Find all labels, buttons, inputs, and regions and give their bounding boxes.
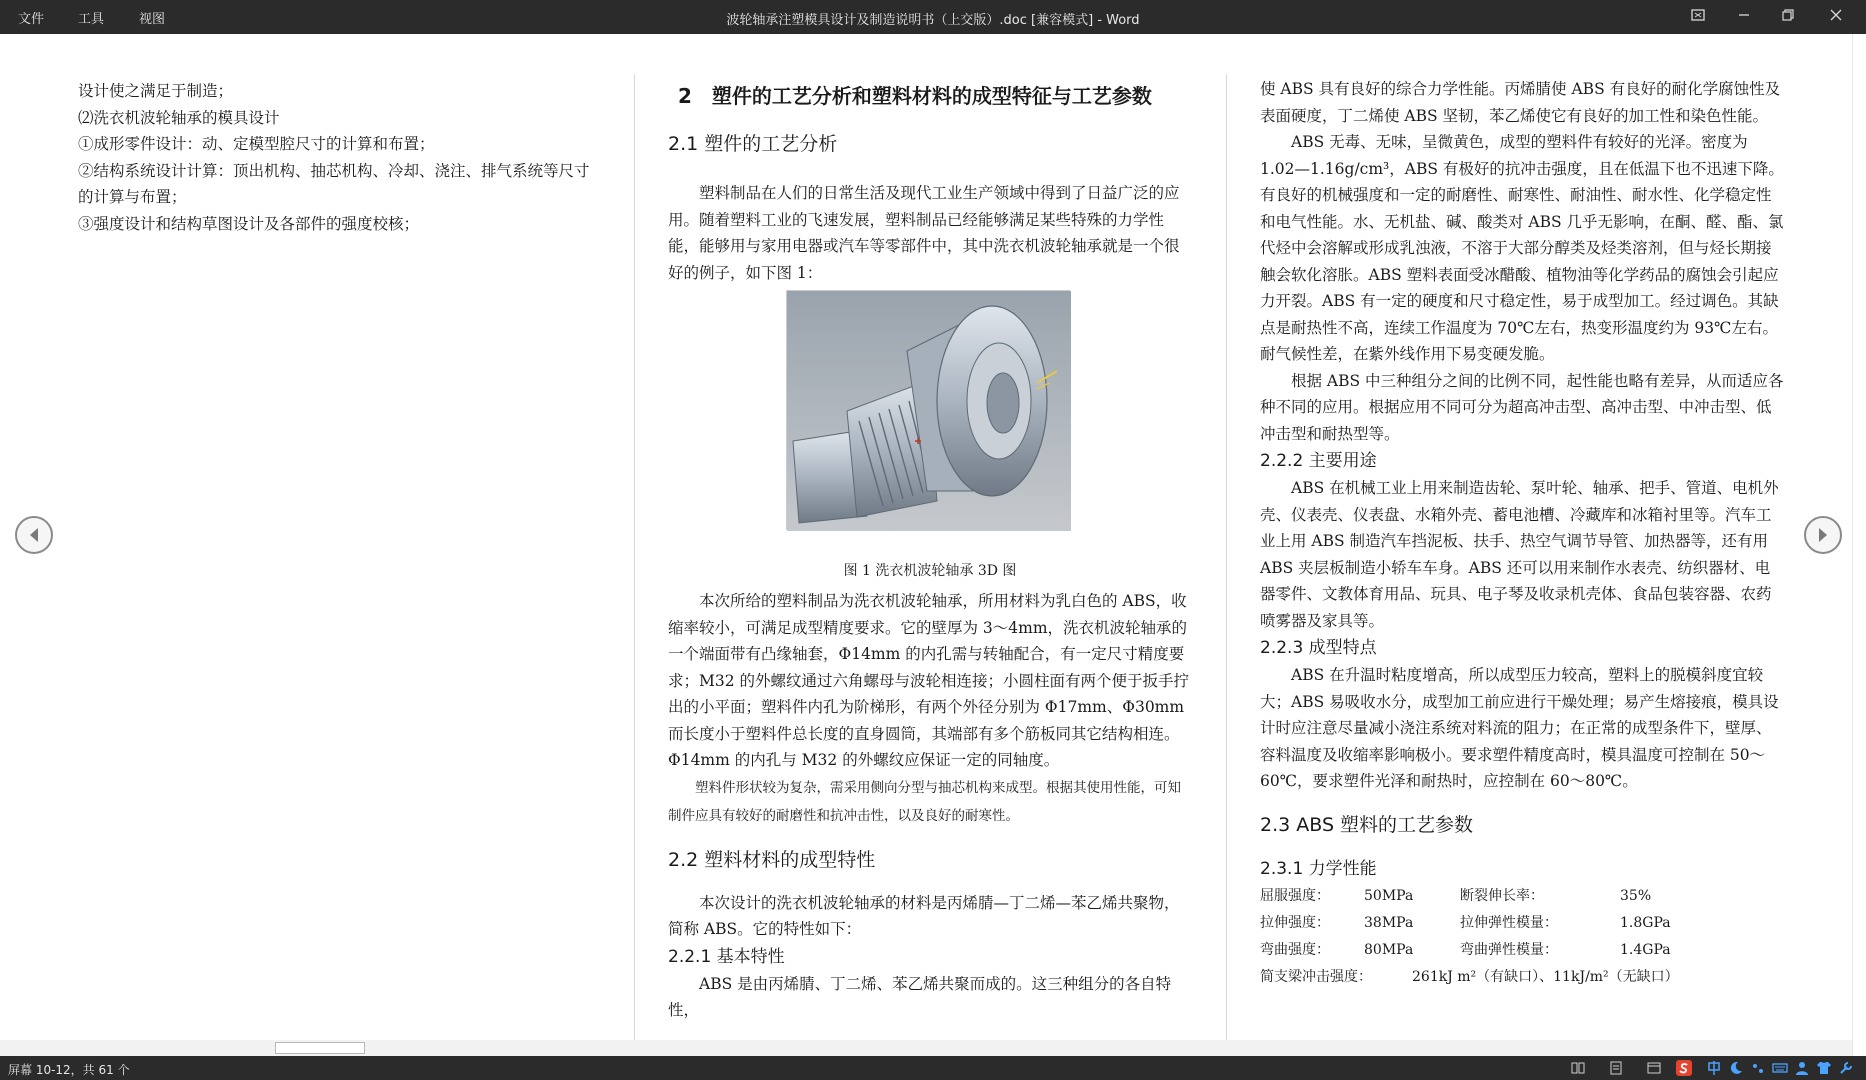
web-layout-icon[interactable] xyxy=(1646,1060,1662,1076)
fullscreen-icon xyxy=(1691,9,1705,21)
user-icon[interactable] xyxy=(1794,1060,1810,1076)
minimize-button[interactable] xyxy=(1728,4,1760,30)
subsection-heading: 2.2.2 主要用途 xyxy=(1260,451,1377,471)
restore-button[interactable] xyxy=(1772,4,1804,30)
wrench-icon[interactable] xyxy=(1838,1060,1854,1076)
paragraph: ABS 无毒、无味，呈微黄色，成型的塑料件有较好的光泽。密度为 1.02—1.16g/cm³，ABS 有极好的抗冲击强度，且在低温下也不迅速下降。有良好的机械强度和一定的耐磨性、耐寒性、耐油性、耐水性、化学稳定性和电气性能。水、无机盐、碱、酸类对 ABS 几乎无影响，在酮、醛、酯、氯代烃中会溶解或形成乳浊液，不溶于大部分醇类及烃类溶剂，但与烃长期接触会软化溶胀。ABS 塑料表面受冰醋酸、植物油等化学药品的腐蚀会引起应力开裂。ABS 有一定的硬度和尺寸稳定性，易于成型加工。经过调色。其缺点是耐热性不高，连续工作温度为 70℃左右，热变形温度约为 93℃左右。耐气候性差，在紫外线作用下易变硬发脆。 xyxy=(1260,133,1784,363)
property-value: 38MPa xyxy=(1364,914,1414,931)
right-page xyxy=(1260,76,1784,991)
moon-icon[interactable] xyxy=(1728,1060,1744,1076)
close-icon xyxy=(1830,9,1842,21)
section-heading: 2.2 塑料材料的成型特性 xyxy=(668,848,876,871)
shirt-icon[interactable] xyxy=(1816,1060,1832,1076)
close-button[interactable] xyxy=(1820,4,1852,30)
paragraph: ABS 是由丙烯腈、丁二烯、苯乙烯共聚而成的。这三种组分的各自特性， xyxy=(668,974,1172,1019)
property-label: 简支梁冲击强度： xyxy=(1260,968,1372,985)
property-value: 50MPa xyxy=(1364,887,1414,904)
text-line: 设计使之满足于制造； xyxy=(78,82,234,100)
chevron-right-icon xyxy=(1816,527,1830,543)
subsection-heading: 2.2.3 成型特点 xyxy=(1260,638,1377,658)
sogou-input-icon[interactable] xyxy=(1676,1060,1692,1076)
keyboard-icon[interactable] xyxy=(1772,1060,1788,1076)
status-bar xyxy=(0,1056,1866,1080)
previous-page-button[interactable] xyxy=(15,516,53,554)
next-page-button[interactable] xyxy=(1804,516,1842,554)
menu-view[interactable]: 视图 xyxy=(139,12,166,27)
property-label: 弯曲强度： xyxy=(1260,941,1330,958)
section-heading: 2.1 塑件的工艺分析 xyxy=(668,133,838,155)
paragraph: ABS 在升温时粘度增高，所以成型压力较高，塑料上的脱模斜度宜较大；ABS 易吸收水分，成型加工前应进行干燥处理；易产生熔接痕，模具设计时应注意尽量减小浇注系统对料流的阻力；在正常的成型条件下，壁厚、容料温度及收缩率影响极小。要求塑件精度高时，模具温度可控制在 50～60℃，要求塑件光泽和耐热时，应控制在 60～80℃。 xyxy=(1260,666,1779,790)
property-label: 弯曲弹性模量： xyxy=(1460,941,1558,958)
minimize-icon xyxy=(1738,9,1750,21)
menu-tools[interactable]: 工具 xyxy=(78,12,105,27)
paragraph: 使 ABS 具有良好的综合力学性能。丙烯腈使 ABS 有良好的耐化学腐蚀性及表面硬度，丁二烯使 ABS 坚韧，苯乙烯使它有良好的加工性和染色性能。 xyxy=(1260,80,1781,125)
paragraph: 本次所给的塑料制品为洗衣机波轮轴承，所用材料为乳白色的 ABS，收缩率较小，可满足成型精度要求。它的壁厚为 3～4mm，洗衣机波轮轴承的一个端面带有凸缘轴套，Φ14mm 的内孔需与转轴配合，有一定尺寸精度要求；M32 的外螺纹通过六角螺母与波轮相连接；小圆柱面有两个便于扳手拧出的小平面；塑料件内孔为阶梯形，有两个外径分别为 Φ17mm、Φ30mm 而长度小于塑料件总长度的直身圆筒，其端部有多个筋板同其它结构相连。Φ14mm 的内孔与 M32 的外螺纹应保证一定的同轴度。 xyxy=(668,592,1190,769)
subsection-heading: 2.3.1 力学性能 xyxy=(1260,858,1377,879)
fullscreen-button[interactable] xyxy=(1682,4,1714,30)
middle-page xyxy=(668,76,1192,1024)
window-title: 波轮轴承注塑模具设计及制造说明书（上交版）.doc [兼容模式] - Word xyxy=(726,13,1140,28)
vertical-scrollbar[interactable] xyxy=(1852,34,1866,1056)
page-count-status: 屏幕 10-12，共 61 个 xyxy=(8,1063,130,1077)
chinese-mode-icon[interactable] xyxy=(1706,1060,1722,1076)
property-value: 35% xyxy=(1620,887,1652,904)
bearing-3d-image xyxy=(787,291,1071,531)
property-row xyxy=(1260,964,1784,991)
title-bar xyxy=(0,0,1866,34)
property-value: 80MPa xyxy=(1364,941,1414,958)
paragraph: 塑料件形状较为复杂，需采用侧向分型与抽芯机构来成型。根据其使用性能，可知制件应具有较好的耐磨性和抗冲击性，以及良好的耐寒性。 xyxy=(668,779,1181,824)
restore-icon xyxy=(1782,9,1794,21)
chapter-heading: 2 塑件的工艺分析和塑料材料的成型特征与工艺参数 xyxy=(678,84,1152,108)
menu-file[interactable]: 文件 xyxy=(18,12,45,27)
text-line: ⑵洗衣机波轮轴承的模具设计 xyxy=(78,108,280,127)
left-page xyxy=(78,78,603,237)
text-line: ①成形零件设计：动、定模型腔尺寸的计算和布置； xyxy=(78,135,435,153)
property-row xyxy=(1260,910,1784,937)
property-label: 屈服强度： xyxy=(1260,887,1330,904)
paragraph: 塑料制品在人们的日常生活及现代工业生产领域中得到了日益广泛的应用。随着塑料工业的飞速发展，塑料制品已经能够满足某些特殊的力学性能，能够用与家用电器或汽车等零部件中，其中洗衣机波轮轴承就是一个很好的例子，如下图 1： xyxy=(668,184,1180,282)
property-row xyxy=(1260,937,1784,964)
read-mode-icon[interactable] xyxy=(1570,1060,1586,1076)
property-value: 261kJ m²（有缺口）、11kJ/m²（无缺口） xyxy=(1412,968,1679,985)
text-line: ③强度设计和结构草图设计及各部件的强度校核； xyxy=(78,214,420,233)
paragraph: 本次设计的洗衣机波轮轴承的材料是丙烯腈—丁二烯—苯乙烯共聚物，简称 ABS。它的特性如下： xyxy=(668,893,1180,938)
horizontal-scrollbar[interactable] xyxy=(0,1040,1852,1056)
scrollbar-thumb[interactable] xyxy=(275,1042,365,1054)
print-layout-icon[interactable] xyxy=(1608,1060,1624,1076)
paragraph: ABS 在机械工业上用来制造齿轮、泵叶轮、轴承、把手、管道、电机外壳、仪表壳、仪表盘、水箱外壳、蓄电池槽、冷藏库和冰箱衬里等。汽车工业上用 ABS 制造汽车挡泥板、扶手、热空气调节导管、加热器等，还有用 ABS 夹层板制造小轿车车身。ABS 还可以用来制作水表壳、纺织器材、电器零件、文教体育用品、玩具、电子琴及收录机壳体、食品包装容器、农药喷雾器及家具等。 xyxy=(1260,479,1779,630)
property-value: 1.4GPa xyxy=(1620,941,1671,958)
punctuation-icon[interactable] xyxy=(1750,1060,1766,1076)
paragraph: 根据 ABS 中三种组分之间的比例不同，起性能也略有差异，从而适应各种不同的应用。根据应用不同可分为超高冲击型、高冲击型、中冲击型、低冲击型和耐热型等。 xyxy=(1260,371,1784,443)
property-value: 1.8GPa xyxy=(1620,914,1671,931)
section-heading: 2.3 ABS 塑料的工艺参数 xyxy=(1260,813,1474,836)
property-label: 拉伸强度： xyxy=(1260,914,1330,931)
page-divider xyxy=(1226,74,1227,1054)
property-row xyxy=(1260,883,1784,910)
page-divider xyxy=(634,74,635,1054)
subsection-heading: 2.2.1 基本特性 xyxy=(668,946,785,967)
property-label: 断裂伸长率： xyxy=(1460,887,1544,904)
chevron-left-icon xyxy=(27,527,41,543)
reading-view xyxy=(0,34,1866,1056)
figure-caption: 图 1 洗衣机波轮轴承 3D 图 xyxy=(843,563,1017,579)
bearing-3d-figure xyxy=(786,290,1070,530)
property-label: 拉伸弹性模量： xyxy=(1460,914,1558,931)
text-line: ②结构系统设计计算：顶出机构、抽芯机构、冷却、浇注、排气系统等尺寸的计算与布置； xyxy=(78,161,590,206)
